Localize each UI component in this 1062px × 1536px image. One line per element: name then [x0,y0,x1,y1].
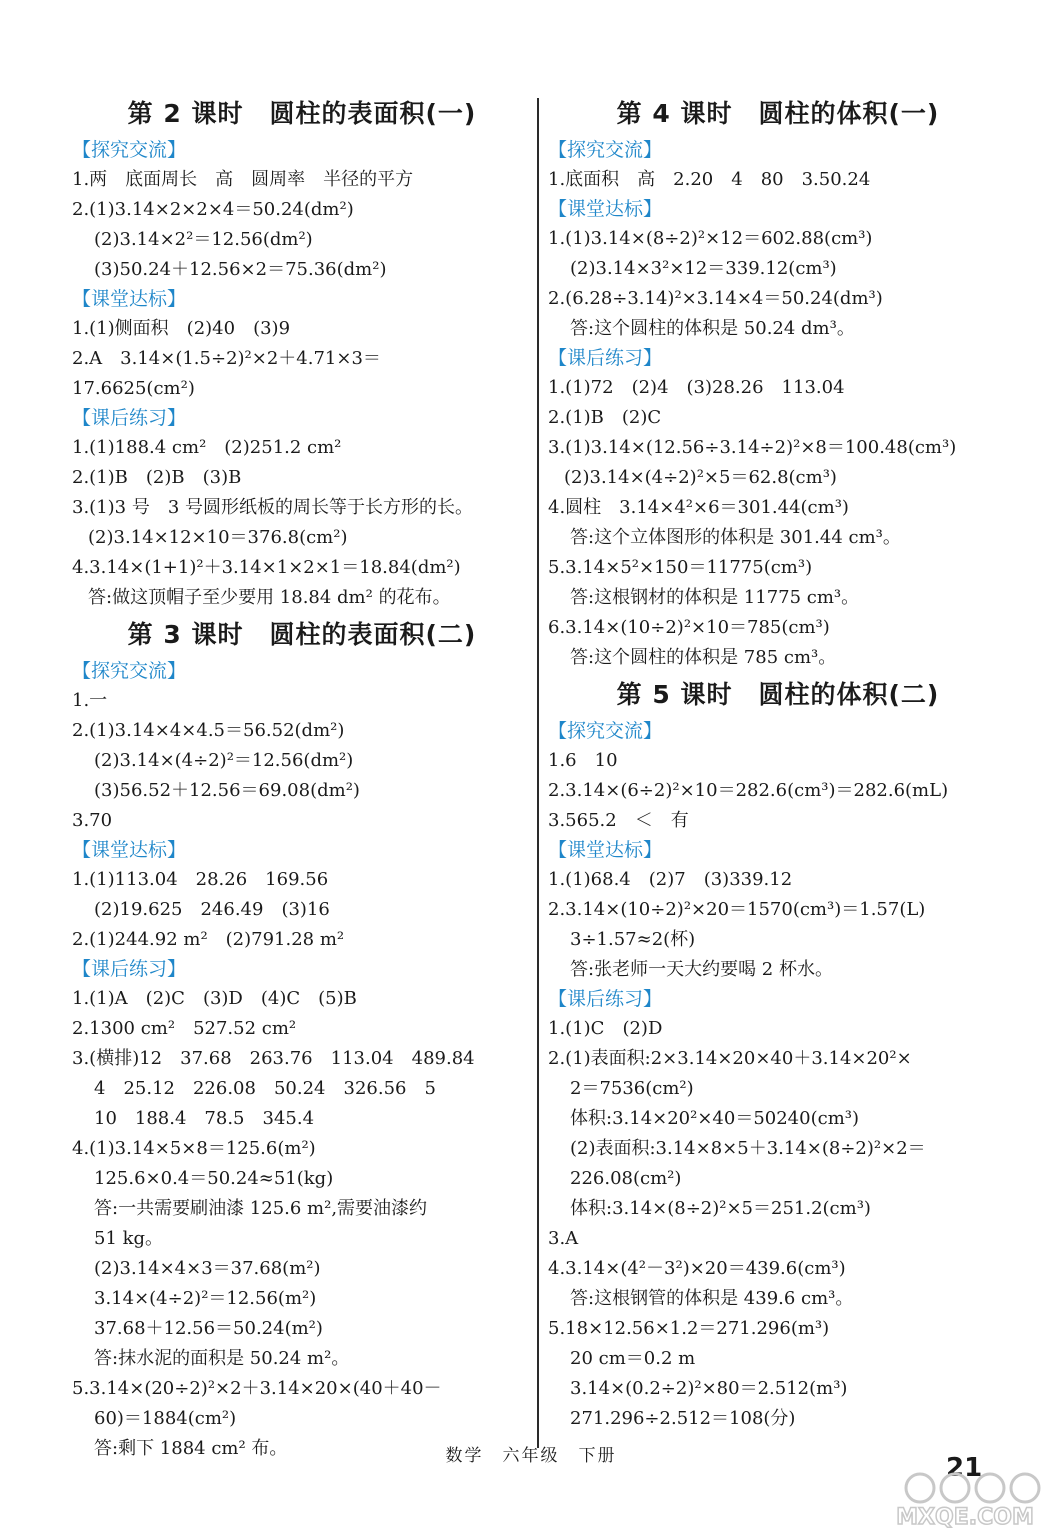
tag-class: 【课堂达标】 [548,839,663,861]
section-title-lesson-4: 第 4 课时 圆柱的体积(一) [616,99,940,128]
answer-line: 4 25.12 226.08 50.24 326.56 5 [94,1078,436,1099]
tag-after: 【课后练习】 [548,988,663,1010]
answer-line: 4.3.14×(4²－3²)×20＝439.6(cm³) [548,1258,846,1279]
answer-line: 2.3.14×(6÷2)²×10＝282.6(cm³)＝282.6(mL) [548,780,949,801]
answer-line: 答:这个圆柱的体积是 50.24 dm³。 [570,318,855,339]
answer-line: 4.(1)3.14×5×8＝125.6(m²) [72,1138,316,1159]
answer-line: 答:这个圆柱的体积是 785 cm³。 [570,647,837,668]
answer-line: 2＝7536(cm²) [570,1078,694,1099]
column-divider [537,98,539,1448]
answer-line: 答:做这顶帽子至少要用 18.84 dm² 的花布。 [88,587,451,608]
answer-line: 1.(1)3.14×(8÷2)²×12＝602.88(cm³) [548,228,873,249]
answer-line: 2.1300 cm² 527.52 cm² [72,1018,297,1039]
answer-line: 1.两 底面周长 高 圆周率 半径的平方 [72,169,414,190]
answer-line: (3)50.24＋12.56×2＝75.36(dm²) [94,259,387,280]
section-title-lesson-2: 第 2 课时 圆柱的表面积(一) [127,99,477,128]
tag-explore: 【探究交流】 [548,139,663,161]
answer-line: 5.3.14×(20÷2)²×2＋3.14×20×(40＋40－ [72,1378,442,1399]
answer-line: 3.(横排)12 37.68 263.76 113.04 489.84 [72,1048,475,1069]
tag-explore: 【探究交流】 [72,139,187,161]
answer-line: 37.68＋12.56＝50.24(m²) [94,1318,323,1339]
tag-after: 【课后练习】 [72,958,187,980]
answer-line: 4.圆柱 3.14×4²×6＝301.44(cm³) [548,497,849,518]
answer-line: 1.(1)188.4 cm² (2)251.2 cm² [72,437,342,458]
answer-line: (2)3.14×12×10＝376.8(cm²) [88,527,348,548]
answer-line: 2.(1)B (2)B (3)B [72,467,242,488]
answer-line: 125.6×0.4＝50.24≈51(kg) [94,1168,334,1189]
page-footer: 数学 六年级 下册 [445,1446,617,1466]
answer-line: 3.(1)3.14×(12.56÷3.14÷2)²×8＝100.48(cm³) [548,437,957,458]
answer-line: 226.08(cm²) [570,1168,682,1189]
answer-line: 3÷1.57≈2(杯) [570,929,696,950]
answer-line: 2.(1)表面积:2×3.14×20×40＋3.14×20²× [548,1048,912,1069]
answer-line: 答:一共需要刷油漆 125.6 m²,需要油漆约 [94,1198,428,1219]
answer-line: 20 cm＝0.2 m [570,1348,696,1369]
answer-line: 6.3.14×(10÷2)²×10＝785(cm³) [548,617,830,638]
answer-line: 1.(1)侧面积 (2)40 (3)9 [72,318,291,339]
tag-after: 【课后练习】 [548,347,663,369]
answer-line: 60)＝1884(cm²) [94,1408,237,1429]
answer-line: 答:这个立体图形的体积是 301.44 cm³。 [570,527,901,548]
answer-line: (2)表面积:3.14×8×5＋3.14×(8÷2)²×2＝ [570,1138,926,1159]
answer-line: 1.(1)68.4 (2)7 (3)339.12 [548,869,793,890]
answer-line: 3.565.2 ＜ 有 [548,810,689,831]
answer-line: 2.(1)3.14×2×2×4＝50.24(dm²) [72,199,354,220]
answer-line: 1.6 10 [548,750,618,771]
answer-line: 1.(1)72 (2)4 (3)28.26 113.04 [548,377,845,398]
answer-line: 2.3.14×(10÷2)²×20＝1570(cm³)＝1.57(L) [548,899,926,920]
answer-line: 1.(1)C (2)D [548,1018,663,1039]
answer-line: (3)56.52＋12.56＝69.08(dm²) [94,780,360,801]
answer-line: (2)3.14×3²×12＝339.12(cm³) [570,258,837,279]
section-title-lesson-3: 第 3 课时 圆柱的表面积(二) [127,620,477,649]
answer-line: 体积:3.14×20²×40＝50240(cm³) [570,1108,860,1129]
answer-line: 271.296÷2.512＝108(分) [570,1408,796,1429]
answer-line: 3.(1)3 号 3 号圆形纸板的周长等于长方形的长。 [72,497,474,518]
answer-line: 2.(6.28÷3.14)²×3.14×4＝50.24(dm³) [548,288,883,309]
tag-class: 【课堂达标】 [72,288,187,310]
page-number: 21 [946,1453,983,1483]
watermark-logo [880,1470,1050,1530]
tag-explore: 【探究交流】 [548,720,663,742]
answer-line: 1.一 [72,690,108,711]
answer-line: (2)3.14×2²＝12.56(dm²) [94,229,313,250]
answer-line: 10 188.4 78.5 345.4 [94,1108,315,1129]
answer-line: 2.(1)244.92 m² (2)791.28 m² [72,929,345,950]
section-title-lesson-5: 第 5 课时 圆柱的体积(二) [616,680,940,709]
answer-line: 1.(1)113.04 28.26 169.56 [72,869,329,890]
answer-line: 答:剩下 1884 cm² 布。 [94,1438,288,1459]
answer-line: 2.(1)3.14×4×4.5＝56.52(dm²) [72,720,345,741]
tag-explore: 【探究交流】 [72,660,187,682]
answer-line: (2)3.14×(4÷2)²＝12.56(dm²) [94,750,354,771]
right-column [548,92,1008,1434]
answer-line: 5.3.14×5²×150＝11775(cm³) [548,557,813,578]
answer-line: 1.底面积 高 2.20 4 80 3.50.24 [548,169,871,190]
left-column [72,92,532,1464]
answer-line: 3.70 [72,810,113,831]
answer-line: 2.A 3.14×(1.5÷2)²×2＋4.71×3＝ [72,348,381,369]
answer-line: 体积:3.14×(8÷2)²×5＝251.2(cm³) [570,1198,871,1219]
answer-line: 答:这根钢管的体积是 439.6 cm³。 [570,1288,854,1309]
answer-line: 3.A [548,1228,579,1249]
answer-line: 51 kg。 [94,1228,164,1249]
answer-line: (2)19.625 246.49 (3)16 [94,899,330,920]
tag-class: 【课堂达标】 [72,839,187,861]
answer-line: 3.14×(4÷2)²＝12.56(m²) [94,1288,317,1309]
tag-after: 【课后练习】 [72,407,187,429]
tag-class: 【课堂达标】 [548,198,663,220]
answer-line: (2)3.14×4×3＝37.68(m²) [94,1258,321,1279]
answer-line: 4.3.14×(1+1)²＋3.14×1×2×1＝18.84(dm²) [72,557,461,578]
answer-line: (2)3.14×(4÷2)²×5＝62.8(cm³) [564,467,837,488]
answer-line: 5.18×12.56×1.2＝271.296(m³) [548,1318,830,1339]
svg-text:MXQE.COM: MXQE.COM [896,1505,1034,1530]
answer-line: 答:张老师一天大约要喝 2 杯水。 [570,959,833,980]
answer-line: 1.(1)A (2)C (3)D (4)C (5)B [72,988,357,1009]
answer-line: 17.6625(cm²) [72,378,195,399]
answer-line: 3.14×(0.2÷2)²×80＝2.512(m³) [570,1378,848,1399]
answer-line: 答:抹水泥的面积是 50.24 m²。 [94,1348,350,1369]
answer-line: 答:这根钢材的体积是 11775 cm³。 [570,587,860,608]
answer-line: 2.(1)B (2)C [548,407,662,428]
